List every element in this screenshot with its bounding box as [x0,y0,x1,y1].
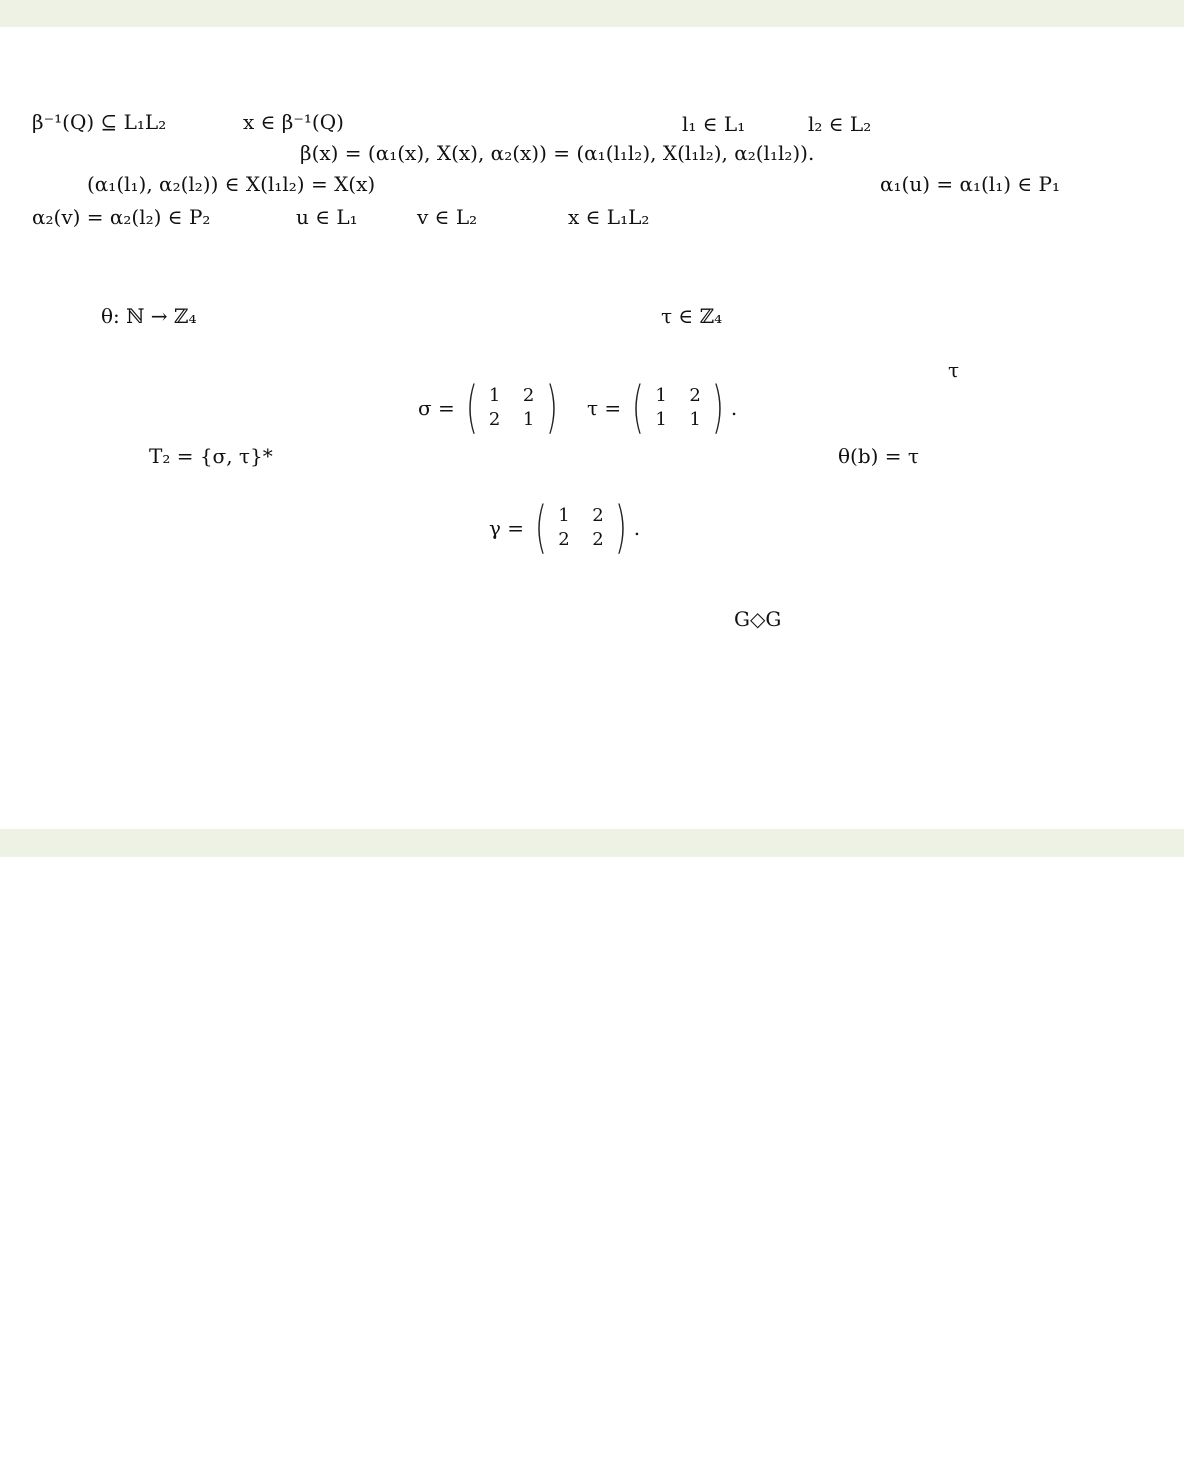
right-paren: ) [614,495,627,560]
math-x-in-L1L2: x ∈ L₁L₂ [568,205,650,229]
matrix-entry: 1 [558,505,570,526]
sigma-matrix-label: σ = [418,396,455,420]
left-paren: ( [534,495,548,560]
bottom-band [0,829,1184,857]
matrix-entry: 1 [488,385,501,406]
math-alpha1-u-in-P1: α₁(u) = α₁(l₁) ∈ P₁ [880,172,1061,196]
left-paren: ( [632,375,645,440]
right-paren: ) [711,375,724,440]
math-theta-b-equals-tau: θ(b) = τ [838,444,919,468]
matrix-entry: 2 [592,529,604,550]
math-tau-in-Z4: τ ∈ ℤ₄ [661,304,723,328]
math-alpha-pair-in-X: (α₁(l₁), α₂(l₂)) ∈ X(l₁l₂) = X(x) [87,172,376,196]
math-G-diamond-G: G◇G [734,607,782,631]
matrix-entry: 2 [689,385,701,406]
tau-matrix [587,375,738,440]
math-beta-of-x-equation: β(x) = (α₁(x), X(x), α₂(x)) = (α₁(l₁l₂), X(l₁l₂), α₂(l₁l₂)). [300,141,815,165]
math-theta-map: θ: ℕ → ℤ₄ [101,304,197,328]
gamma-matrix-label: γ = [489,516,525,540]
period: . [633,516,641,540]
top-band [0,0,1184,27]
math-l2-in-L2: l₂ ∈ L₂ [808,112,872,136]
matrix-entry: 2 [488,409,501,430]
math-x-in-beta-inverse: x ∈ β⁻¹(Q) [243,110,344,134]
tau-matrix-label: τ = [587,396,622,420]
gamma-matrix [489,495,641,560]
math-l1-in-L1: l₁ ∈ L₁ [682,112,746,136]
math-alpha2-v-in-P2: α₂(v) = α₂(l₂) ∈ P₂ [32,205,211,229]
matrix-entry: 2 [522,385,535,406]
matrix-entry: 2 [592,505,604,526]
math-tau-symbol: τ [948,358,960,382]
tau-matrix-entries [649,385,707,431]
gamma-matrix-entries [552,505,610,551]
sigma-matrix-entries [483,385,541,431]
sigma-matrix [418,375,563,440]
math-beta-inverse-subset: β⁻¹(Q) ⊆ L₁L₂ [32,110,167,134]
matrix-entry: 1 [655,409,667,430]
period: . [730,396,738,420]
math-v-in-L2: v ∈ L₂ [417,205,478,229]
right-paren: ) [545,375,558,440]
matrix-entry: 1 [655,385,667,406]
matrix-entry: 2 [558,529,570,550]
left-paren: ( [465,375,478,440]
matrix-entry: 1 [522,409,535,430]
math-T2-definition: T₂ = {σ, τ}* [149,444,273,468]
matrix-entry: 1 [689,409,701,430]
math-u-in-L1: u ∈ L₁ [296,205,358,229]
